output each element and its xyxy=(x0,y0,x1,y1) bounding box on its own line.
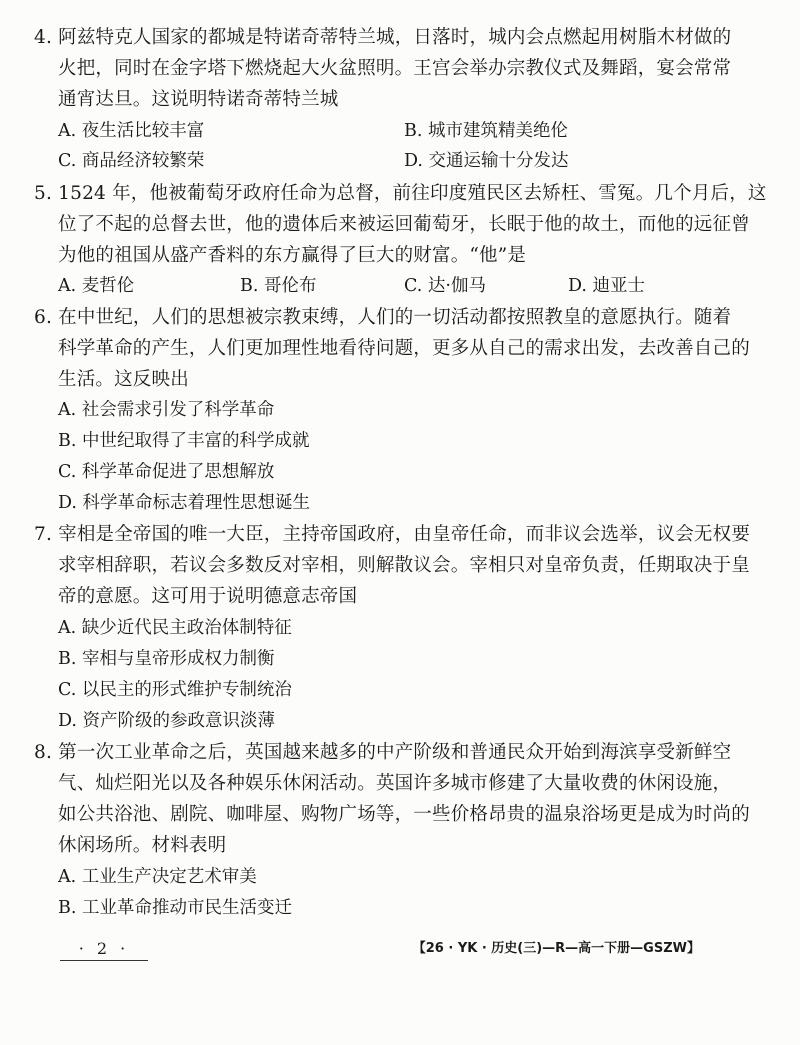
question-5-line-1: 5. 1524 年，他被葡萄牙政府任命为总督，前往印度殖民区去矫枉、雪冤。几个月后，这 xyxy=(34,183,767,204)
question-7-option-d: D. 资产阶级的参政意识淡薄 xyxy=(58,711,276,731)
question-8-line-4: 休闲场所。材料表明 xyxy=(58,835,227,856)
question-4-option-b: B. 城市建筑精美绝伦 xyxy=(404,121,568,141)
question-7-line-2: 求宰相辞职，若议会多数反对宰相，则解散议会。宰相只对皇帝负责，任期取决于皇 xyxy=(58,555,750,576)
question-5-option-b: B. 哥伦布 xyxy=(240,276,317,296)
question-8-option-b: B. 工业革命推动市民生活变迁 xyxy=(58,898,292,918)
question-4-line-1: 4. 阿兹特克人国家的都城是特诺奇蒂特兰城，日落时，城内会点燃起用树脂木材做的 xyxy=(34,27,732,48)
question-8-option-a: A. 工业生产决定艺术审美 xyxy=(58,867,257,887)
question-8-line-3: 如公共浴池、剧院、咖啡屋、购物广场等，一些价格昂贵的温泉浴场更是成为时尚的 xyxy=(58,804,750,825)
question-8 xyxy=(34,737,750,861)
question-4-line-2: 火把，同时在金字塔下燃烧起大火盆照明。王宫会举办宗教仪式及舞蹈，宴会常常 xyxy=(58,58,732,79)
question-7-option-b: B. 宰相与皇帝形成权力制衡 xyxy=(58,649,275,669)
question-7-line-3: 帝的意愿。这可用于说明德意志帝国 xyxy=(58,586,358,607)
question-5-option-c: C. 达·伽马 xyxy=(404,276,486,296)
question-5 xyxy=(34,178,767,271)
question-7-option-c: C. 以民主的形式维护专制统治 xyxy=(58,680,292,700)
question-5-option-a: A. 麦哲伦 xyxy=(58,276,135,296)
question-4-line-3: 通宵达旦。这说明特诺奇蒂特兰城 xyxy=(58,89,339,110)
question-6-line-1: 6. 在中世纪，人们的思想被宗教束缚，人们的一切活动都按照教皇的意愿执行。随着 xyxy=(34,307,732,328)
question-7-option-a: A. 缺少近代民主政治体制特征 xyxy=(58,618,292,638)
question-4-option-d: D. 交通运输十分发达 xyxy=(404,151,569,171)
question-6-option-d: D. 科学革命标志着理性思想诞生 xyxy=(58,493,311,513)
question-4 xyxy=(34,22,734,115)
question-8-line-2: 气、灿烂阳光以及各种娱乐休闲活动。英国许多城市修建了大量收费的休闲设施， xyxy=(58,773,732,794)
question-5-line-2: 位了不起的总督去世，他的遗体后来被运回葡萄牙，长眠于他的故土，而他的远征曾 xyxy=(58,214,750,235)
question-7-line-1: 7. 宰相是全帝国的唯一大臣，主持帝国政府，由皇帝任命，而非议会选举，议会无权要 xyxy=(34,524,751,545)
question-5-option-d: D. 迪亚士 xyxy=(568,276,646,296)
page-number: · 2 · xyxy=(60,938,148,961)
exam-code: 【26 · YK · 历史(三)—R—高一下册—GSZW】 xyxy=(412,941,700,956)
question-4-option-a: A. 夜生活比较丰富 xyxy=(58,121,205,141)
question-6-line-2: 科学革命的产生，人们更加理性地看待问题，更多从自己的需求出发，去改善自己的 xyxy=(58,338,750,359)
question-6 xyxy=(34,302,750,395)
question-6-option-a: A. 社会需求引发了科学革命 xyxy=(58,400,275,420)
question-8-line-1: 8. 第一次工业革命之后，英国越来越多的中产阶级和普通民众开始到海滨享受新鲜空 xyxy=(34,742,732,763)
question-4-option-c: C. 商品经济较繁荣 xyxy=(58,151,205,171)
question-7 xyxy=(34,519,751,612)
question-6-line-3: 生活。这反映出 xyxy=(58,369,189,390)
question-5-line-3: 为他的祖国从盛产香料的东方赢得了巨大的财富。“他”是 xyxy=(58,245,527,266)
question-6-option-c: C. 科学革命促进了思想解放 xyxy=(58,462,275,482)
question-6-option-b: B. 中世纪取得了丰富的科学成就 xyxy=(58,431,310,451)
